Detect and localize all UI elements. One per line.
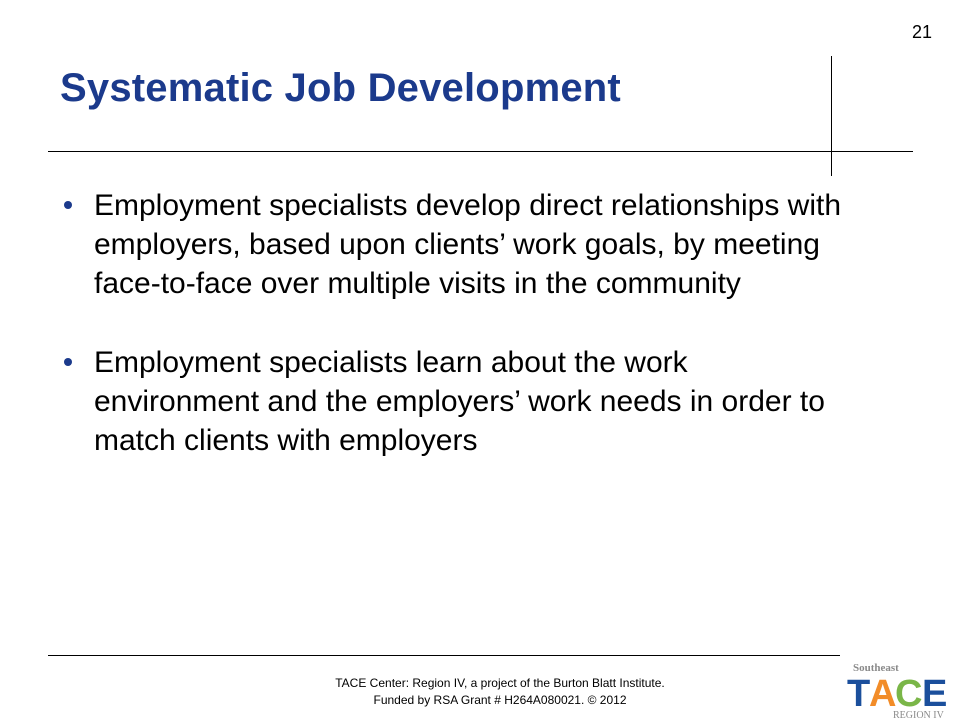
logo-letter-t: T — [847, 673, 871, 715]
bullet-list — [62, 186, 852, 500]
bullet-text: Employment specialists learn about the work environment and the employers’ work needs in order to match clients with employers — [94, 346, 825, 457]
bullet-dot-icon — [64, 201, 72, 209]
footer-line-1: TACE Center: Region IV, a project of the Burton Blatt Institute. — [335, 676, 665, 690]
logo-top-text: Southeast — [853, 662, 899, 674]
footer-divider — [48, 655, 840, 656]
vertical-divider — [831, 56, 832, 176]
logo-letter-a: A — [869, 673, 897, 715]
bullet-item — [62, 343, 852, 460]
logo-letter-e: E — [922, 673, 948, 715]
bullet-dot-icon — [64, 358, 72, 366]
logo-bottom-text: REGION IV — [893, 710, 944, 720]
footer-line-2: Funded by RSA Grant # H264A080021. © 2012 — [373, 693, 627, 707]
slide-title: Systematic Job Development — [60, 66, 621, 110]
logo-mark — [847, 673, 947, 715]
bullet-item — [62, 186, 852, 303]
page-number: 21 — [911, 22, 932, 42]
bullet-text: Employment specialists develop direct relationships with employers, based upon clients’ work goals, by meeting face-to-face over multiple visits in the community — [94, 189, 842, 300]
footer-credits — [300, 675, 700, 709]
title-divider — [48, 151, 913, 152]
logo-letter-c: C — [895, 673, 923, 715]
tace-logo — [845, 660, 955, 720]
